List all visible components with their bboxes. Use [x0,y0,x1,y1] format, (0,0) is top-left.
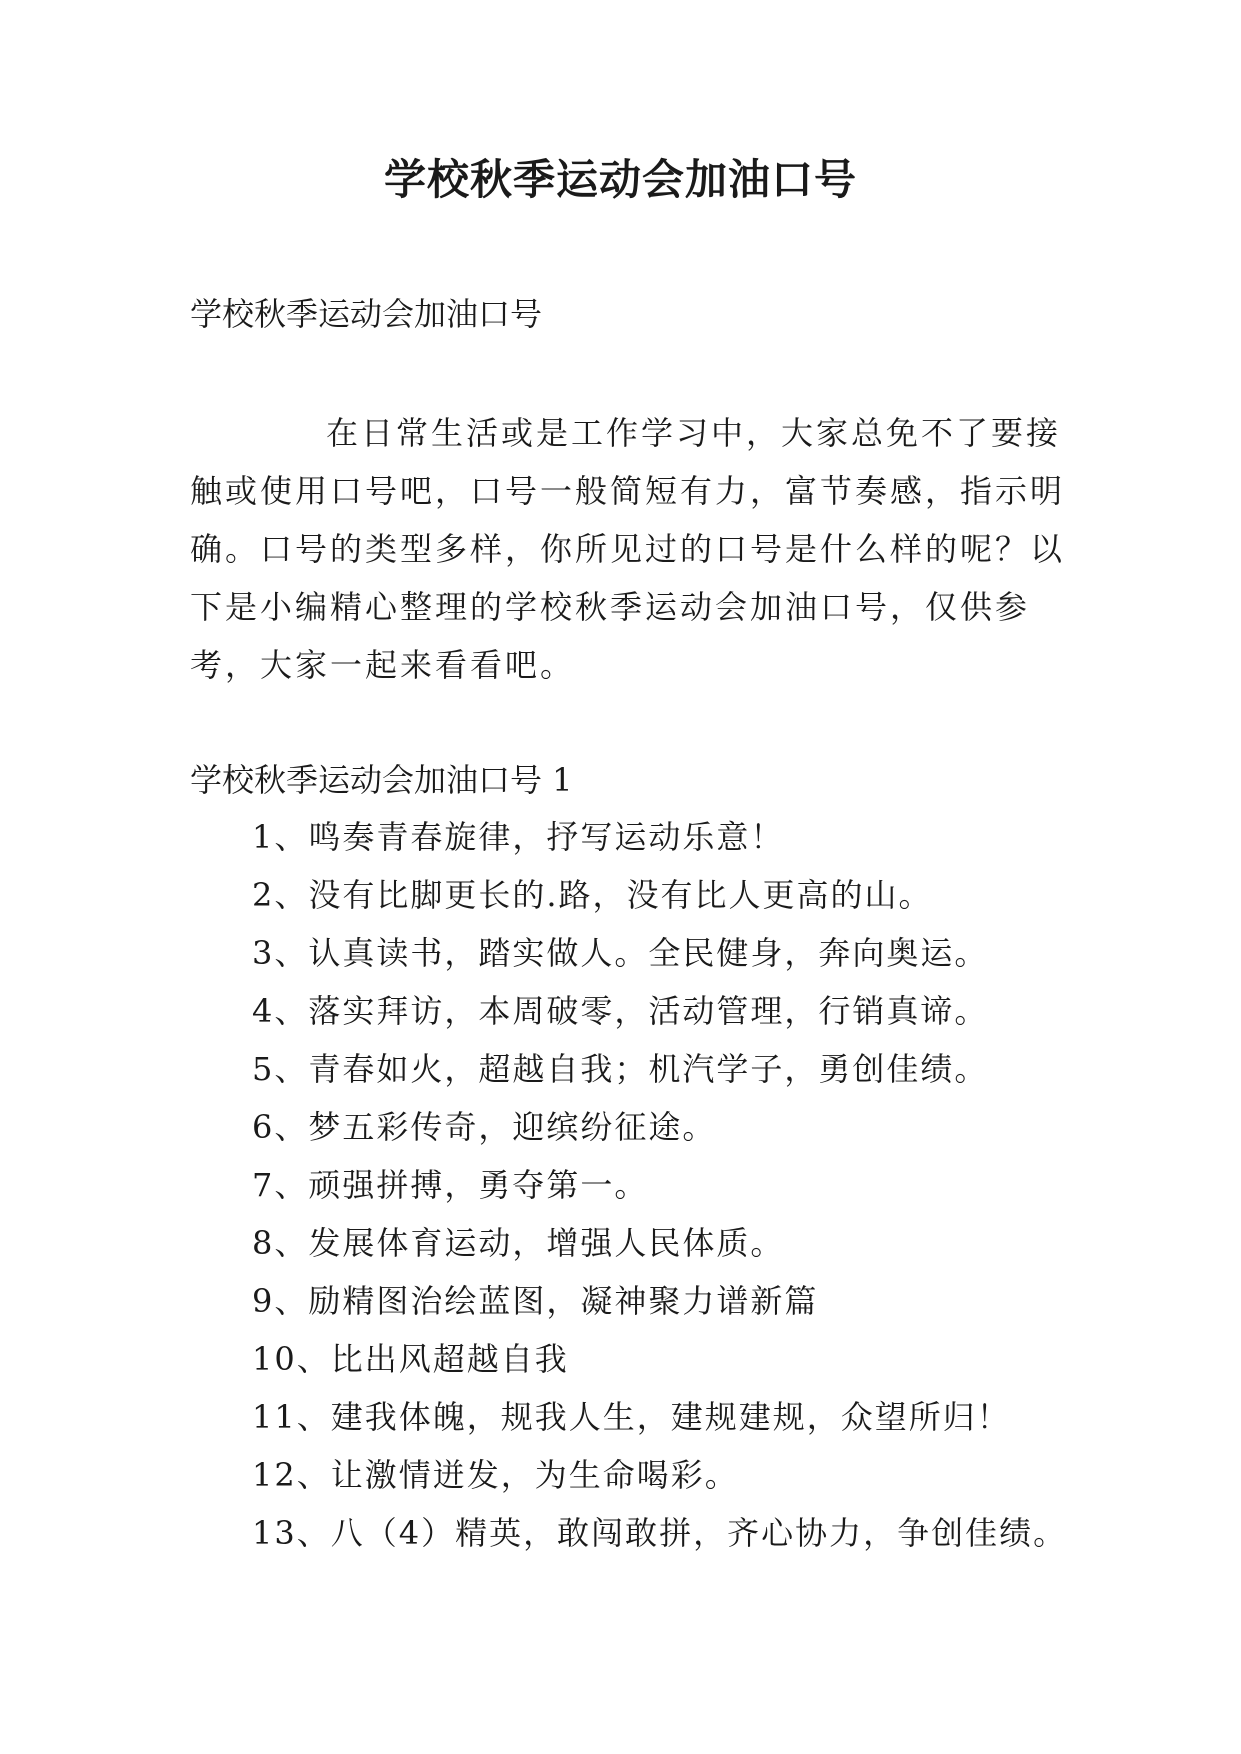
slogan-item: 12、让激情迸发，为生命喝彩。 [252,1456,739,1494]
slogan-item: 8、发展体育运动，增强人民体质。 [252,1224,785,1262]
slogan-item: 1、鸣奏青春旋律，抒写运动乐意！ [252,818,785,856]
slogan-item: 10、比出风超越自我 [252,1340,569,1378]
slogan-item: 3、认真读书，踏实做人。全民健身，奔向奥运。 [252,934,989,972]
slogan-item: 11、建我体魄，规我人生，建规建规，众望所归！ [252,1398,1011,1436]
document-title: 学校秋季运动会加油口号 [383,155,857,204]
slogan-item: 7、顽强拼搏，勇夺第一。 [252,1166,649,1204]
slogan-item: 9、励精图治绘蓝图，凝神聚力谱新篇 [252,1282,819,1320]
slogan-item: 5、青春如火，超越自我；机汽学子，勇创佳绩。 [252,1050,989,1088]
slogan-item: 6、梦五彩传奇，迎缤纷征途。 [252,1108,717,1146]
intro-paragraph: 在日常生活或是工作学习中，大家总免不了要接触或使用口号吧，口号一般简短有力，富节奏感，指示明确。口号的类型多样，你所见过的口号是什么样的呢？以下是小编精心整理的学校秋季运动会加油口号，仅供参考，大家一起来看看吧。 [190,414,1066,684]
slogan-item: 4、落实拜访，本周破零，活动管理，行销真谛。 [252,992,989,1030]
slogan-item: 13、八（4）精英，敢闯敢拼，齐心协力，争创佳绩。 [252,1514,1068,1552]
document-subtitle: 学校秋季运动会加油口号 [190,295,543,333]
section-heading: 学校秋季运动会加油口号 1 [190,761,573,799]
slogan-list [252,808,1067,1562]
slogan-item: 2、没有比脚更长的.路，没有比人更高的山。 [252,876,933,914]
